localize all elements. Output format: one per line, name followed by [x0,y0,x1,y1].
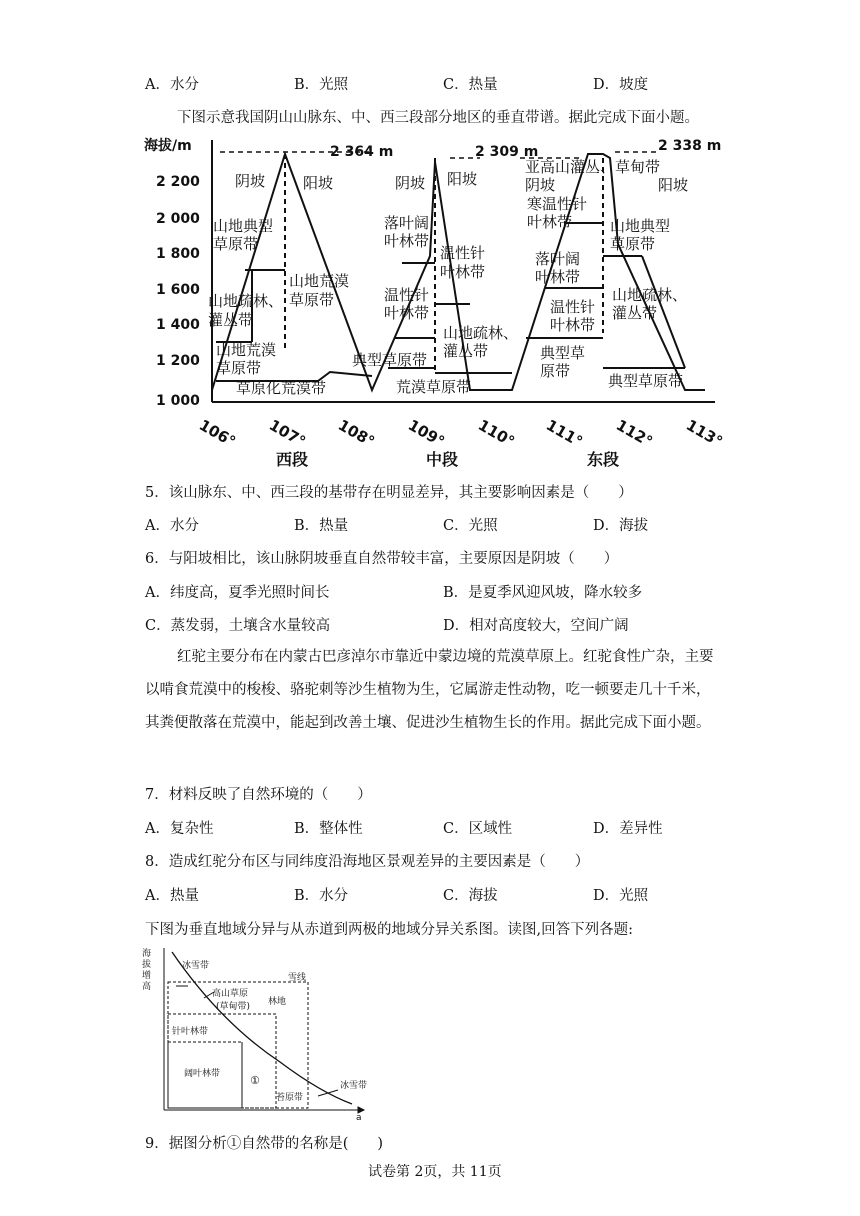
svg-text:高山草原: 高山草原 [212,989,249,999]
svg-text:山地疏林、: 山地疏林、 [612,286,688,304]
svg-text:叶林带: 叶林带 [440,263,486,281]
q6-stem: 6．与阳坡相比，该山脉阴坡垂直自然带较丰富，主要原因是阴坡（ ） [145,551,619,567]
svg-text:阔叶林带: 阔叶林带 [184,1069,221,1079]
section-middle: 中段 [426,450,459,469]
svg-text:典型草: 典型草 [540,344,586,362]
intro-9: 下图为垂直地域分异与从赤道到两极的地域分异关系图。读图,回答下列各题: [145,922,633,938]
svg-text:落叶阔: 落叶阔 [535,250,581,268]
svg-text:草原带: 草原带 [216,359,262,377]
svg-text:叶林带: 叶林带 [535,268,581,286]
svg-text:叶林带: 叶林带 [384,232,430,250]
q9-stem: 9．据图分析①自然带的名称是( ) [145,1136,384,1152]
q8-option-d: D．光照 [593,888,649,904]
page-footer: 试卷第 2页，共 11页 [368,1164,502,1180]
svg-text:典型草原带: 典型草原带 [352,351,428,369]
q5-option-c: C．光照 [443,518,498,534]
svg-text:原带: 原带 [540,362,571,380]
y-tick: 1 400 [156,317,200,333]
svg-text:灌丛带: 灌丛带 [208,311,254,329]
q6-option-c: C．蒸发弱，土壤含水量较高 [145,618,331,634]
x-tick: 107° [266,415,309,451]
svg-text:叶林带: 叶林带 [550,316,596,334]
y-tick: 1 000 [156,393,200,409]
peak-east: 2 338 m [658,138,722,154]
peak-west: 2 364 m [330,144,394,160]
intro-5-6: 下图示意我国阴山山脉东、中、西三段部分地区的垂直带谱。据此完成下面小题。 [177,110,699,126]
svg-text:苔原带: 苔原带 [276,1093,304,1103]
svg-text:雪线: 雪线 [288,973,307,983]
svg-text:叶林带: 叶林带 [527,213,573,231]
svg-text:典型草原带: 典型草原带 [608,372,684,390]
q7-option-d: D．差异性 [593,821,663,837]
passage-7-8: 红驼主要分布在内蒙古巴彦淖尔市靠近中蒙边境的荒漠草原上。红驼食性广杂，主要以啃食荒漠中的梭梭、骆驼刺等沙生植物为生，它属游走性动物，吃一顿要走几十千米，其粪便散落在荒漠中，能起到改善土壤、促进沙生植物生长的作用。据此完成下面小题。 [145,649,714,731]
svg-text:山地荒漠: 山地荒漠 [289,272,350,290]
x-tick: 112° [613,415,656,451]
x-tick: 106° [196,415,239,451]
svg-text:荒漠草原带: 荒漠草原带 [396,378,472,396]
svg-text:灌丛带: 灌丛带 [612,304,658,322]
figure-vertical-zonation [140,128,730,473]
q4-option-b: B．光照 [294,77,349,93]
y-tick: 2 200 [156,174,200,190]
svg-text:草原化荒漠带: 草原化荒漠带 [236,379,327,397]
svg-text:寒温性针: 寒温性针 [527,195,588,213]
svg-text:冰雪带: 冰雪带 [340,1081,368,1091]
svg-text:温性针: 温性针 [384,286,430,304]
section-east: 东段 [587,450,620,469]
svg-text:温性针: 温性针 [550,298,596,316]
svg-text:亚高山灌丛、草甸带: 亚高山灌丛、草甸带 [525,158,661,176]
svg-text:阳坡: 阳坡 [447,170,478,188]
q7-stem: 7．材料反映了自然环境的（ ） [145,787,372,803]
svg-text:a: a [356,1113,362,1120]
svg-text:山地荒漠: 山地荒漠 [216,341,277,359]
y-tick: 1 800 [156,246,200,262]
y-tick: 2 000 [156,211,200,227]
svg-text:叶林带: 叶林带 [384,304,430,322]
svg-text:落叶阔: 落叶阔 [384,214,430,232]
svg-text:阳坡: 阳坡 [303,174,334,192]
peak-middle: 2 309 m [475,144,539,160]
q5-option-b: B．热量 [294,518,349,534]
y-axis-label: 海拔/m [144,138,192,154]
svg-text:(草甸带): (草甸带) [216,1002,251,1012]
svg-text:阴坡: 阴坡 [525,176,556,194]
q6-option-b: B．是夏季风迎风坡，降水较多 [443,585,643,601]
q8-option-b: B．水分 [294,888,349,904]
q7-option-b: B．整体性 [294,821,363,837]
svg-text:增: 增 [142,971,152,981]
svg-text:①: ① [250,1074,260,1087]
section-west: 西段 [276,450,309,469]
svg-text:山地疏林、: 山地疏林、 [208,292,284,310]
y-tick: 1 200 [156,353,200,369]
svg-text:灌丛带: 灌丛带 [443,342,489,360]
q5-stem: 5．该山脉东、中、西三段的基带存在明显差异，其主要影响因素是（ ） [145,485,633,501]
q8-option-a: A．热量 [145,888,199,904]
q5-option-d: D．海拔 [593,518,649,534]
figure-zonation-relationship [140,942,370,1120]
svg-text:冰雪带: 冰雪带 [182,961,210,971]
x-tick: 109° [405,415,448,451]
svg-text:阳坡: 阳坡 [658,176,689,194]
q4-option-d: D．坡度 [593,77,649,93]
svg-text:草原带: 草原带 [289,291,335,309]
q8-option-c: C．海拔 [443,888,498,904]
q6-option-a: A．纬度高，夏季光照时间长 [145,585,330,601]
x-tick: 108° [335,415,378,451]
q7-option-c: C．区域性 [443,821,513,837]
svg-text:海: 海 [142,949,152,959]
q6-option-d: D．相对高度较大，空间广阔 [443,618,629,634]
q7-option-a: A．复杂性 [145,821,214,837]
svg-text:山地疏林、: 山地疏林、 [443,324,519,342]
svg-text:针叶林带: 针叶林带 [172,1027,209,1037]
svg-text:草原带: 草原带 [610,235,656,253]
x-tick: 110° [475,415,518,451]
q8-stem: 8．造成红驼分布区与同纬度沿海地区景观差异的主要因素是（ ） [145,854,590,870]
q4-option-a: A．水分 [145,77,199,93]
x-tick: 113° [683,415,726,451]
y-tick: 1 600 [156,282,200,298]
svg-text:高: 高 [142,982,152,992]
q5-option-a: A．水分 [145,518,199,534]
x-tick: 111° [543,415,586,451]
svg-text:林地: 林地 [268,997,287,1007]
svg-text:温性针: 温性针 [440,244,486,262]
svg-text:山地典型: 山地典型 [213,217,274,235]
q4-option-c: C．热量 [443,77,498,93]
svg-text:阴坡: 阴坡 [235,172,266,190]
svg-text:阴坡: 阴坡 [395,174,426,192]
svg-text:山地典型: 山地典型 [610,217,671,235]
svg-text:草原带: 草原带 [213,235,259,253]
svg-text:拔: 拔 [142,960,152,970]
